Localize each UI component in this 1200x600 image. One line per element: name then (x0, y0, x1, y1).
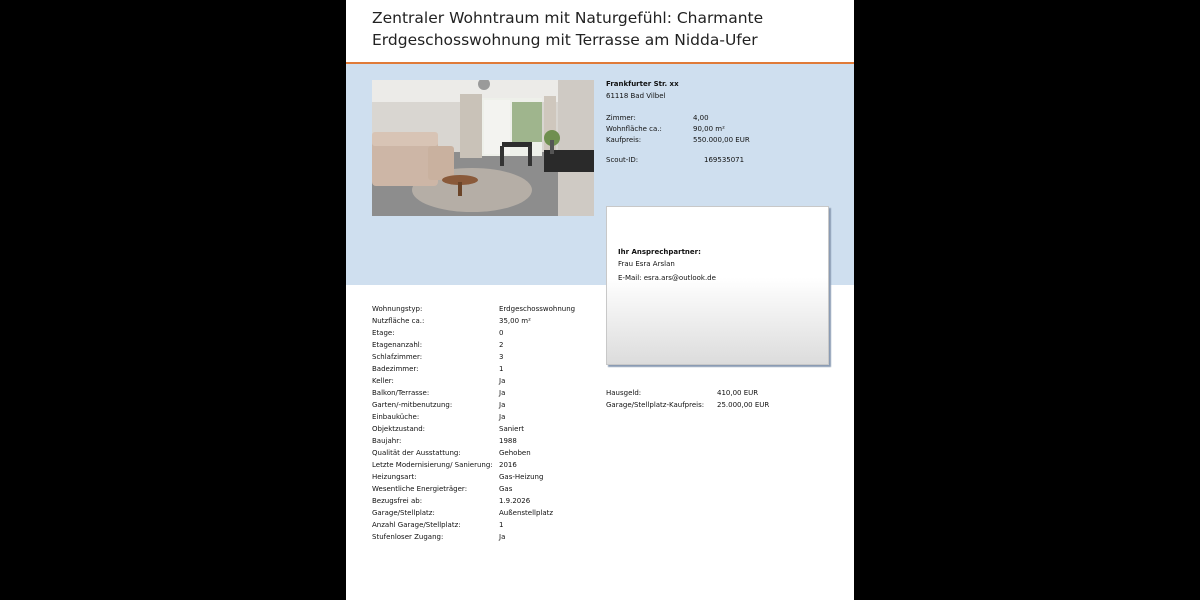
hausgeld-value: 410,00 EUR (717, 389, 759, 397)
detail-value: Gas (499, 485, 513, 493)
listing-title: Zentraler Wohntraum mit Naturgefühl: Charmante Erdgeschosswohnung mit Terrasse am Nidda-Ufer (372, 9, 764, 49)
kaufpreis-label: Kaufpreis: (606, 136, 642, 144)
detail-value: Außenstellplatz (499, 509, 554, 517)
detail-label: Garage/Stellplatz: (372, 509, 435, 517)
zimmer-label: Zimmer: (606, 114, 636, 122)
contact-name: Frau Esra Arslan (618, 260, 675, 268)
detail-value: Ja (499, 533, 506, 541)
detail-label: Wohnungstyp: (372, 305, 423, 313)
address-street: Frankfurter Str. xx (606, 80, 679, 88)
detail-label: Keller: (372, 377, 394, 385)
detail-label: Etage: (372, 329, 395, 337)
detail-value: Gas-Heizung (499, 473, 544, 481)
detail-label: Wesentliche Energieträger: (372, 485, 468, 493)
detail-value: Saniert (499, 425, 525, 433)
detail-value: 3 (499, 353, 504, 361)
garage-price-value: 25.000,00 EUR (717, 401, 770, 409)
detail-value: 1.9.2026 (499, 497, 531, 505)
detail-label: Etagenanzahl: (372, 341, 423, 349)
apartment-photo (372, 80, 594, 216)
detail-label: Einbauküche: (372, 413, 420, 421)
wohnflaeche-value: 90,00 m² (693, 125, 725, 133)
detail-label: Balkon/Terrasse: (372, 389, 430, 397)
kaufpreis-value: 550.000,00 EUR (693, 136, 750, 144)
expose-page (346, 0, 854, 600)
detail-value: Ja (499, 377, 506, 385)
detail-label: Baujahr: (372, 437, 402, 445)
garage-price-label: Garage/Stellplatz-Kaufpreis: (606, 401, 705, 409)
address-city: 61118 Bad Vilbel (606, 92, 666, 100)
detail-value: 2016 (499, 461, 517, 469)
detail-value: 2 (499, 341, 504, 349)
zimmer-value: 4,00 (693, 114, 709, 122)
detail-value: 1 (499, 521, 504, 529)
detail-value: Erdgeschosswohnung (499, 305, 576, 313)
detail-label: Qualität der Ausstattung: (372, 449, 461, 457)
detail-label: Nutzfläche ca.: (372, 317, 425, 325)
wohnflaeche-label: Wohnfläche ca.: (606, 125, 662, 133)
detail-label: Anzahl Garage/Stellplatz: (372, 521, 461, 529)
detail-value: Ja (499, 413, 506, 421)
scout-id-value: 169535071 (704, 156, 745, 164)
scout-id-label: Scout-ID: (606, 156, 639, 164)
contact-heading: Ihr Ansprechpartner: (618, 248, 701, 256)
detail-value: 1 (499, 365, 504, 373)
hausgeld-label: Hausgeld: (606, 389, 642, 397)
detail-label: Badezimmer: (372, 365, 419, 373)
detail-value: Gehoben (499, 449, 531, 457)
detail-label: Letzte Modernisierung/ Sanierung: (372, 461, 493, 469)
detail-value: 1988 (499, 437, 517, 445)
detail-value: Ja (499, 401, 506, 409)
detail-label: Objektzustand: (372, 425, 426, 433)
detail-label: Schlafzimmer: (372, 353, 423, 361)
contact-card (606, 206, 829, 365)
contact-email[interactable]: E-Mail: esra.ars@outlook.de (618, 274, 716, 282)
detail-label: Heizungsart: (372, 473, 417, 481)
detail-label: Stufenloser Zugang: (372, 533, 444, 541)
detail-value: 35,00 m² (499, 317, 531, 325)
detail-value: Ja (499, 389, 506, 397)
detail-value: 0 (499, 329, 504, 337)
detail-label: Garten/-mitbenutzung: (372, 401, 453, 409)
detail-label: Bezugsfrei ab: (372, 497, 423, 505)
